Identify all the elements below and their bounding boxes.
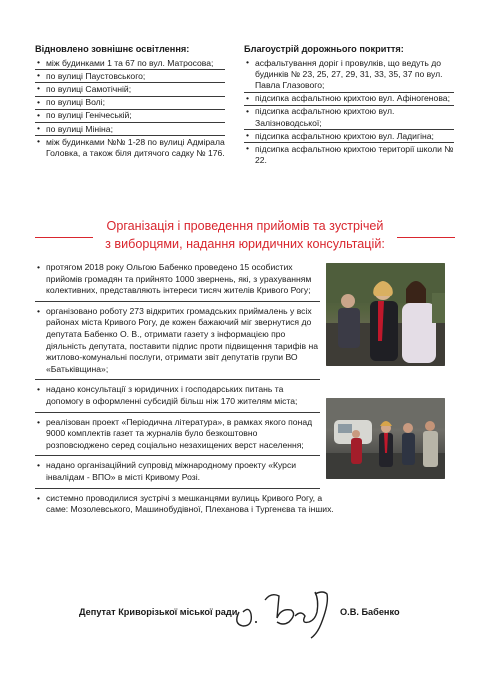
heading-rule-left xyxy=(35,237,93,238)
list-item: • системно проводилися зустрічі з мешканцями вулиць Кривого Рогу, а саме: Мозолевського, Машинобудівної, Плеханова і Тургенєва та інших. xyxy=(35,493,336,516)
list-item: • між будинками 1 та 67 по вул. Матросова; xyxy=(35,57,225,70)
road-list xyxy=(244,57,454,167)
list-item: • по вулиці Генічеській; xyxy=(35,110,225,123)
list-item: • надано організаційний супровід міжнародному проекту «Курси інвалідам - ВПО» в місті Кривому Розі. xyxy=(35,460,320,483)
signature-block xyxy=(35,592,455,652)
list-item: • по вулиці Паустовського; xyxy=(35,70,225,83)
road-section xyxy=(244,44,454,167)
list-item: • підсипка асфальтною крихтою вул. Залізноводської; xyxy=(244,106,454,130)
list-item: • підсипка асфальтною крихтою території школи № 22. xyxy=(244,143,454,166)
list-item: • протягом 2018 року Ольгою Бабенко проведено 15 особистих прийомів громадян та прийнято 1000 звернень, які, з урахуванням колективних, представляють інтереси тисяч жителів Кривого Рогу; xyxy=(35,262,320,297)
section-title-line-2: з виборцями, надання юридичних консультацій: xyxy=(105,237,385,251)
activities-list xyxy=(35,262,334,516)
list-item: • асфальтування доріг і провулків, що ведуть до будинків № 23, 25, 27, 29, 31, 33, 35, 37 по вул. Павла Глазового; xyxy=(244,57,454,93)
divider xyxy=(35,412,320,413)
divider xyxy=(35,488,320,489)
list-item: • надано консультації з юридичних і господарських питань та допомогу в оформленні субсидій більш ніж 170 жителям міста; xyxy=(35,384,320,407)
divider xyxy=(35,455,320,456)
section-title-line-1: Організація і проведення прийомів та зустрічей xyxy=(106,219,384,233)
list-item: • по вулиці Волі; xyxy=(35,97,225,110)
list-item: • підсипка асфальтною крихтою вул. Ладигіна; xyxy=(244,130,454,143)
divider xyxy=(35,379,320,380)
lighting-list xyxy=(35,57,225,160)
list-item: • реалізован проект «Періодична література», в рамках якого понад 9000 комплектів газет та журналів було безкоштовно розповсюджено серед соціально незахищених верст населення; xyxy=(35,417,320,452)
list-item: • по вулиці Мініна; xyxy=(35,123,225,136)
road-heading: Благоустрій дорожнього покриття: xyxy=(244,44,404,54)
list-item: • організовано роботу 273 відкритих громадських приймалень у всіх районах міста Кривого Рогу, де кожен бажаючий міг звернутися до депутата Бабенко О. В., отримати газету з інформацією про діяльність депутата, поставити підпис проти підвищення тарифів на житлово-комунальні послуги, отримати звіт депутатів групи ВО «Батьківщина»; xyxy=(35,306,320,376)
section-title xyxy=(95,217,395,253)
heading-rule-right xyxy=(397,237,455,238)
section-heading xyxy=(35,217,455,257)
meeting-photo-graphic xyxy=(326,263,445,366)
deputy-name: О.В. Бабенко xyxy=(340,607,400,617)
group-photo xyxy=(326,398,445,479)
list-item: • між будинками №№ 1-28 по вулиці Адмірала Головка, а також біля дитячого садку № 176. xyxy=(35,136,225,159)
position-label: Депутат Криворізької міської ради xyxy=(79,607,238,617)
list-item: • підсипка асфальтною крихтою вул. Афіногенова; xyxy=(244,93,454,106)
lighting-section xyxy=(35,44,225,160)
group-photo-graphic xyxy=(326,398,445,479)
lighting-heading: Відновлено зовнішнє освітлення: xyxy=(35,44,190,54)
list-item: • по вулиці Самотічній; xyxy=(35,83,225,96)
divider xyxy=(35,301,320,302)
meeting-photo xyxy=(326,263,445,366)
handwritten-signature xyxy=(225,582,345,642)
